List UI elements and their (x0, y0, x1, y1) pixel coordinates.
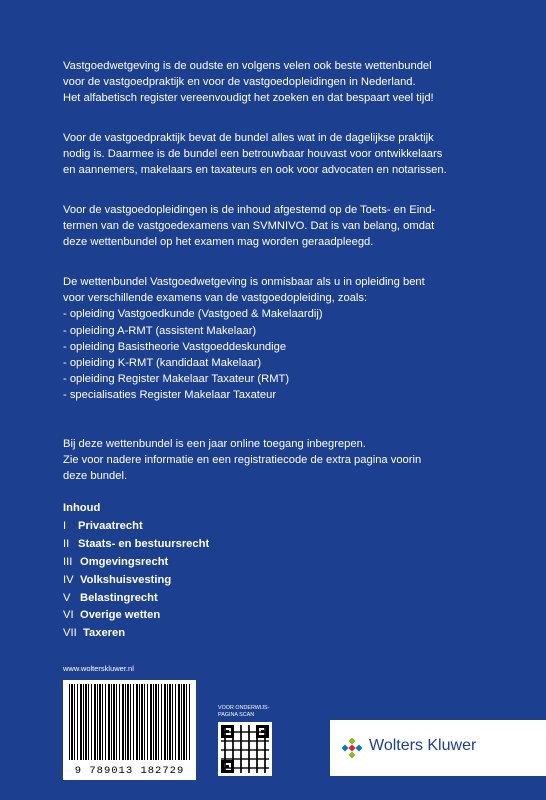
text-line: nodig is. Daarmee is de bundel een betrouwbaar houvast voor ontwikkelaars (63, 148, 443, 161)
text-line: termen van de vastgoedexamens van SVMNIVO. Dat is van belang, omdat (63, 220, 435, 233)
qr-code (218, 722, 272, 776)
text-line: Voor de vastgoedopleidingen is de inhoud afgestemd op de Toets- en Eind- (63, 204, 436, 216)
qr-label-line: PAGINA SCAN (218, 711, 255, 718)
contents-item-title: Taxeren (83, 627, 126, 640)
isbn-number: 9 789013 182729 (74, 765, 185, 777)
contents-item (63, 607, 209, 625)
qr-finder-mark (221, 760, 234, 773)
text-line: Voor de vastgoedpraktijk bevat de bundel alles wat in de dagelijkse praktijk (63, 132, 434, 144)
contents-item (63, 554, 209, 572)
publisher-name: Wolters Kluwer (369, 737, 477, 754)
publisher-logo-box (330, 720, 546, 776)
list-item: - opleiding Vastgoedkunde (Vastgoed & Makelaardij) (63, 308, 323, 321)
contents-item (63, 536, 209, 554)
table-of-contents (63, 500, 209, 643)
text-line: deze bundel. (63, 470, 128, 483)
online-access-paragraph (63, 436, 503, 485)
list-item: - opleiding Basistheorie Vastgoeddeskundige (63, 340, 287, 353)
contents-item-number: III (63, 555, 73, 568)
text-line: De wettenbundel Vastgoedwetgeving is onmisbaar als u in opleiding bent (63, 276, 425, 288)
intro-paragraph (63, 58, 503, 107)
contents-item-number: VII (63, 627, 77, 640)
contents-item-number: IV (63, 573, 74, 586)
exams-paragraph (63, 274, 503, 404)
contents-item-title: Omgevingsrecht (80, 555, 169, 568)
contents-item-number: II (63, 537, 70, 550)
contents-item-title: Privaatrecht (78, 519, 143, 532)
education-paragraph (63, 202, 503, 251)
contents-item-number: I (63, 519, 67, 532)
contents-item (63, 518, 209, 536)
list-item: - opleiding Register Makelaar Taxateur (RMT) (63, 373, 290, 386)
practice-paragraph (63, 130, 503, 179)
contents-item-title: Belastingrecht (80, 591, 158, 604)
website-url: www.wolterskluwer.nl (63, 664, 134, 673)
contents-item (63, 625, 209, 643)
text-line: Bij deze wettenbundel is een jaar online toegang inbegrepen. (63, 438, 366, 450)
text-line: voor de vastgoedpraktijk en voor de vastgoedopleidingen in Nederland. (63, 76, 416, 89)
contents-heading: Inhoud (63, 502, 101, 514)
text-line: voor verschillende examens van de vastgoedopleiding, zoals: (63, 292, 368, 305)
list-item: - specialisaties Register Makelaar Taxateur (63, 389, 277, 402)
wolters-kluwer-logo-icon (342, 738, 362, 758)
contents-item (63, 572, 209, 590)
text-line: Vastgoedwetgeving is de oudste en volgens velen ook beste wettenbundel (63, 60, 432, 72)
isbn-barcode (63, 680, 196, 780)
text-line: Zie voor nadere informatie en een registratiecode de extra pagina voorin (63, 454, 422, 467)
text-line: en aannemers, makelaars en taxateurs en ook voor advocaten en notarissen. (63, 164, 447, 177)
barcode-bars (69, 684, 190, 760)
contents-item-number: V (63, 591, 71, 604)
qr-label-line: VOOR ONDERWIJS- (218, 705, 270, 711)
text-line: Het alfabetisch register vereenvoudigt het zoeken en dat bespaart veel tijd! (63, 92, 434, 105)
contents-item-title: Overige wetten (80, 609, 161, 622)
contents-item (63, 590, 209, 608)
qr-finder-mark (256, 725, 269, 738)
contents-item-number: VI (63, 609, 74, 622)
contents-item-title: Volkshuisvesting (80, 573, 172, 586)
qr-label (218, 705, 278, 718)
contents-item-title: Staats- en bestuursrecht (78, 537, 210, 550)
list-item: - opleiding A-RMT (assistent Makelaar) (63, 324, 257, 337)
text-line: deze wettenbundel op het examen mag worden geraadpleegd. (63, 236, 374, 249)
qr-finder-mark (221, 725, 234, 738)
list-item: - opleiding K-RMT (kandidaat Makelaar) (63, 357, 262, 370)
